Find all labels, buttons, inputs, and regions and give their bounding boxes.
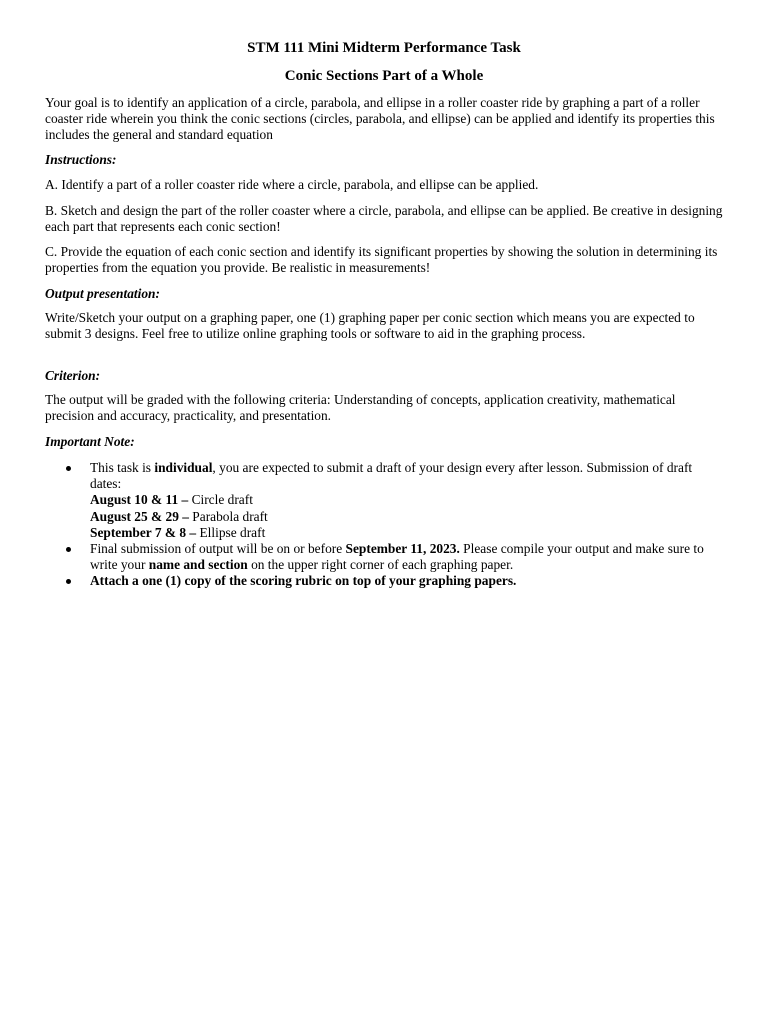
output-text: Write/Sketch your output on a graphing paper, one (1) graphing paper per conic section which means you are expected to submit 3 designs. Feel free to utilize online graphing tools or software to aid in the graphing process. xyxy=(45,310,695,342)
notes-list-container xyxy=(45,460,725,590)
note-heading xyxy=(45,434,725,450)
bullet-icon xyxy=(66,466,71,471)
list-item xyxy=(45,541,725,573)
page-subtitle: Conic Sections Part of a Whole xyxy=(284,68,484,84)
criterion-paragraph xyxy=(45,392,725,424)
draft-date: August 25 & 29 – xyxy=(90,508,189,524)
note1-bold: individual xyxy=(154,460,213,475)
goal-paragraph xyxy=(45,95,725,144)
note3-bold: Attach a one (1) copy of the scoring rubric on top of your graphing papers. xyxy=(90,573,517,589)
note2-mid: Please compile your output and make sure to write your xyxy=(90,541,704,573)
list-item xyxy=(45,460,725,541)
instruction-c xyxy=(45,244,725,276)
list-item xyxy=(45,573,725,589)
note2-pre: Final submission of output will be on or before xyxy=(90,541,346,557)
instruction-a-text: A. Identify a part of a roller coaster ride where a circle, parabola, and ellipse can be applied. xyxy=(45,177,539,192)
output-heading-text: Output presentation: xyxy=(45,286,160,301)
page-title: STM 111 Mini Midterm Performance Task xyxy=(247,40,521,56)
draft-label: Circle draft xyxy=(188,492,253,508)
instruction-c-text: C. Provide the equation of each conic section and identify its significant properties by showing the solution in determining its properties from the equation you provide. Be realistic in measurements! xyxy=(45,244,718,276)
instruction-a xyxy=(45,177,725,193)
criterion-heading xyxy=(45,368,725,384)
output-heading xyxy=(45,286,725,302)
criterion-heading-text: Criterion: xyxy=(45,368,101,383)
output-paragraph xyxy=(45,310,725,342)
note-heading-text: Important Note: xyxy=(45,434,135,449)
draft-date: September 7 & 8 – xyxy=(90,524,197,540)
bullet-icon xyxy=(66,547,71,552)
instructions-heading xyxy=(45,152,725,168)
notes-list xyxy=(45,460,725,590)
goal-text: Your goal is to identify an application of a circle, parabola, and ellipse in a roller coaster ride by graphing a part of a roller coaster ride wherein you think the conic sections (circles, parabola, and ellipse) can be applied and identify its properties this includes the general and standard equation xyxy=(45,95,715,143)
note2-post: on the upper right corner of each graphing paper. xyxy=(247,557,514,573)
instructions-heading-text: Instructions: xyxy=(45,152,117,167)
instruction-b xyxy=(45,203,725,235)
draft-label: Parabola draft xyxy=(188,508,268,524)
note1-post: , you are expected to submit a draft of your design every after lesson. Submission of draft dates: xyxy=(90,460,693,492)
instruction-b-text: B. Sketch and design the part of the roller coaster where a circle, parabola, and ellipse can be applied. Be creative in designing each part that represents each conic section! xyxy=(45,203,723,235)
bullet-icon xyxy=(66,579,71,584)
note2-bold: September 11, 2023. xyxy=(345,541,460,557)
draft-date: August 10 & 11 – xyxy=(90,492,189,508)
draft-label: Ellipse draft xyxy=(196,524,266,540)
note1-pre: This task is xyxy=(90,460,155,475)
criterion-text: The output will be graded with the following criteria: Understanding of concepts, application creativity, mathematical precision and accuracy, practicality, and presentation. xyxy=(45,392,676,424)
note2-bold2: name and section xyxy=(148,557,248,573)
